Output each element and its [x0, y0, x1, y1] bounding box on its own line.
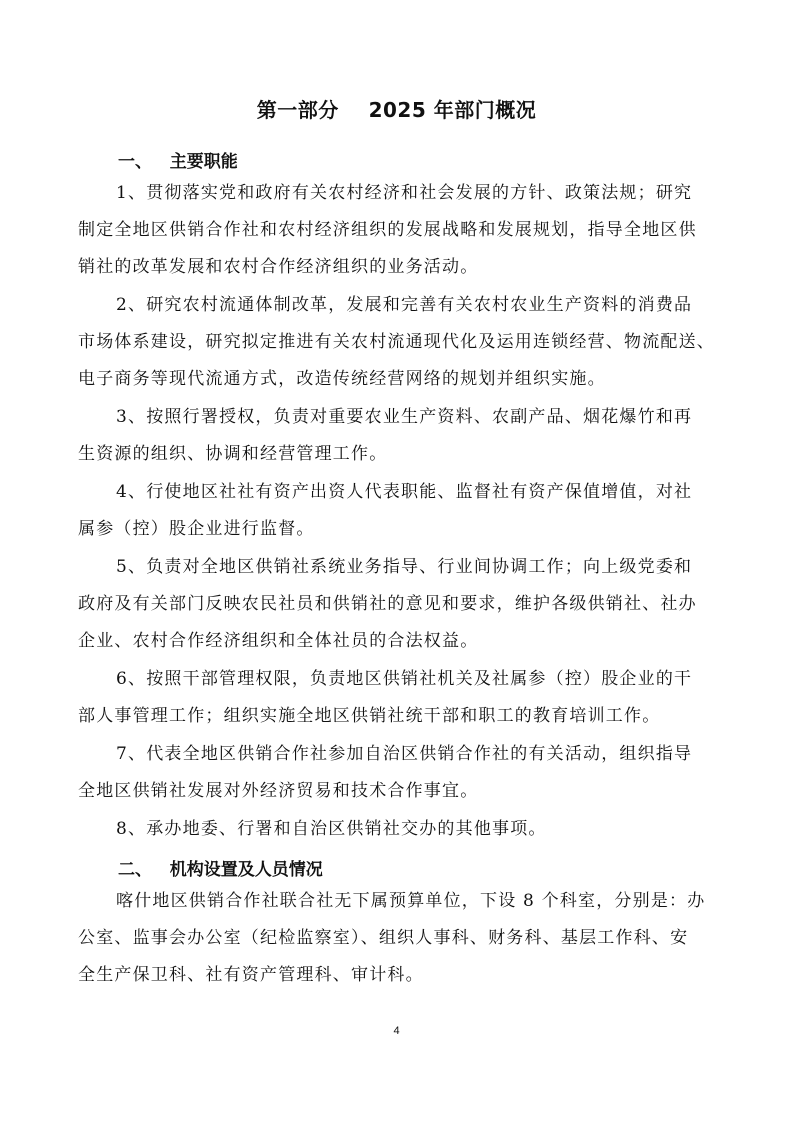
text-line: 电子商务等现代流通方式，改造传统经营网络的规划并组织实施。	[78, 369, 606, 389]
text-line: 生资源的组织、协调和经营管理工作。	[78, 444, 388, 464]
text-line: 公室、监事会办公室（纪检监察室）、组织人事科、财务科、基层工作科、安	[78, 928, 689, 948]
text-line: 制定全地区供销合作社和农村经济组织的发展战略和发展规划，指导全地区供	[78, 220, 697, 240]
text-line: 销社的改革发展和农村合作经济组织的业务活动。	[78, 257, 479, 277]
text-line: 属参（控）股企业进行监督。	[78, 519, 315, 539]
paragraph-function-8	[78, 811, 728, 848]
text-line: 企业、农村合作经济组织和全体社员的合法权益。	[78, 631, 479, 651]
paragraph-function-4	[78, 474, 728, 548]
paragraph-function-7	[78, 736, 728, 810]
text-line: 3、按照行署授权，负责对重要农业生产资料、农副产品、烟花爆竹和再	[116, 407, 693, 427]
text-line: 1、贯彻落实党和政府有关农村经济和社会发展的方针、政策法规；研究	[116, 183, 693, 203]
paragraph-function-5	[78, 549, 728, 660]
text-line: 5、负责对全地区供销社系统业务指导、行业间协调工作；向上级党委和	[116, 557, 693, 577]
paragraph-function-3	[78, 399, 728, 473]
text-line: 8、承办地委、行署和自治区供销社交办的其他事项。	[116, 819, 547, 839]
text-line: 4、行使地区社社有资产出资人代表职能、监督社有资产保值增值，对社	[116, 482, 693, 502]
page-title: 第一部分 2025 年部门概况	[256, 98, 537, 122]
text-line: 部人事管理工作；组织实施全地区供销社统干部和职工的教育培训工作。	[78, 706, 661, 726]
text-line: 全地区供销社发展对外经济贸易和技术合作事宜。	[78, 781, 479, 801]
paragraph-function-6	[78, 661, 728, 735]
paragraph-organization	[78, 883, 728, 994]
text-line: 6、按照干部管理权限，负责地区供销社机关及社属参（控）股企业的干	[116, 669, 693, 689]
text-line: 喀什地区供销合作社联合社无下属预算单位，下设 8 个科室，分别是：办	[116, 891, 706, 911]
text-line: 全生产保卫科、社有资产管理科、审计科。	[78, 965, 424, 985]
section-heading-organization: 二、 机构设置及人员情况	[118, 860, 323, 880]
text-line: 市场体系建设，研究拟定推进有关农村流通现代化及运用连锁经营、物流配送、	[78, 332, 715, 352]
section-heading-main-functions: 一、 主要职能	[118, 152, 238, 172]
paragraph-function-1	[78, 175, 728, 286]
page-number: 4	[393, 1025, 400, 1037]
text-line: 2、研究农村流通体制改革，发展和完善有关农村农业生产资料的消费品	[116, 295, 693, 315]
text-line: 政府及有关部门反映农民社员和供销社的意见和要求，维护各级供销社、社办	[78, 594, 697, 614]
paragraph-function-2	[78, 287, 728, 398]
text-line: 7、代表全地区供销合作社参加自治区供销合作社的有关活动，组织指导	[116, 744, 693, 764]
